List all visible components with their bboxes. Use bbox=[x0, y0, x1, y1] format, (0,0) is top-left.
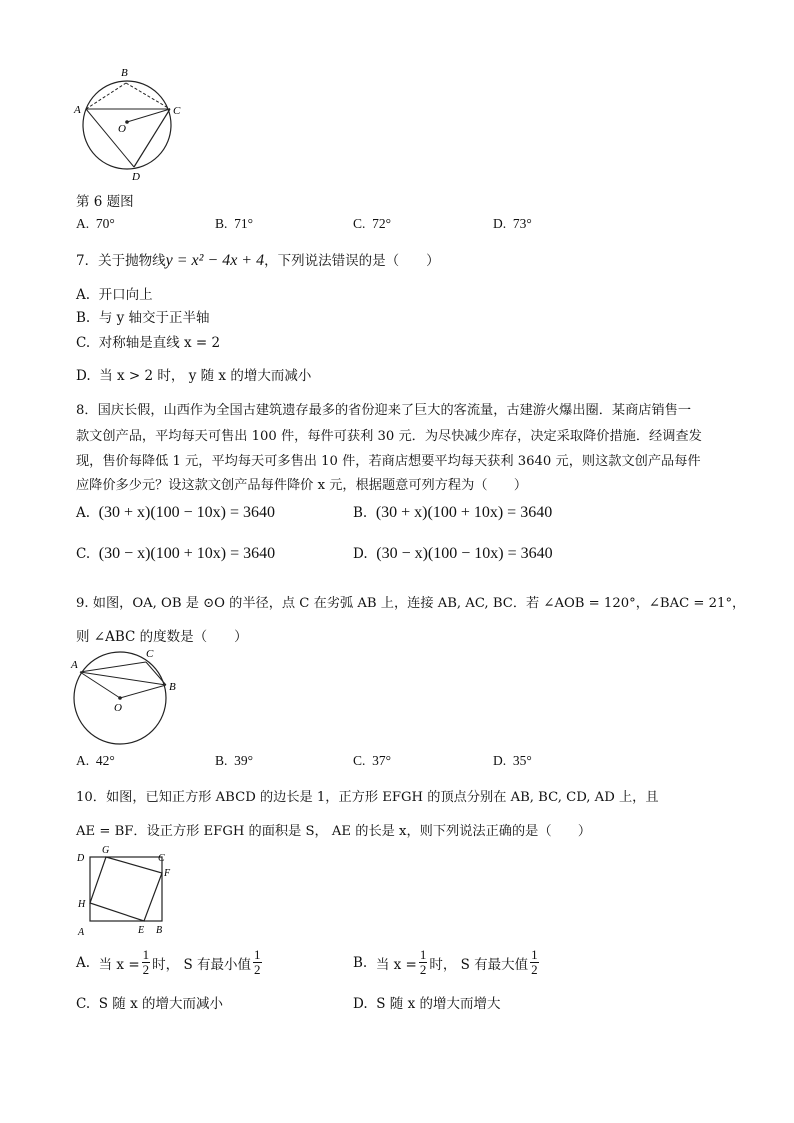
fraction bbox=[530, 948, 539, 977]
q6-option-b bbox=[215, 216, 253, 232]
fraction-numerator: 1 bbox=[142, 947, 150, 962]
option-label: D. bbox=[493, 753, 507, 768]
option-text: 71° bbox=[234, 216, 254, 231]
q6-option-d bbox=[493, 216, 532, 232]
q7-stem-text: 7．关于抛物线 bbox=[76, 253, 166, 269]
option-equation: (30 + x)(100 + 10x) = 3640 bbox=[375, 504, 553, 521]
q6-label-b: B bbox=[121, 67, 128, 79]
option-label: C. bbox=[353, 753, 366, 768]
q7-option-d bbox=[76, 364, 311, 384]
q10-line-2: AE = BF．设正方形 EFGH 的面积是 S， AE 的长是 x，则下列说法正确的是（ ） bbox=[76, 824, 592, 839]
q10-label-h: H bbox=[78, 899, 86, 910]
q9-option-b bbox=[215, 753, 253, 769]
option-label: D. bbox=[76, 368, 91, 384]
option-label: B. bbox=[215, 216, 228, 231]
option-equation: (30 + x)(100 − 10x) = 3640 bbox=[98, 504, 276, 521]
fraction-denominator: 2 bbox=[419, 962, 427, 977]
option-text: 37° bbox=[372, 753, 392, 768]
option-text: 73° bbox=[512, 216, 532, 231]
fraction-denominator: 2 bbox=[531, 962, 538, 977]
q8-line-2: 款文创产品，平均每天可售出 100 件，每件可获利 30 元．为尽快减少库存，决定采取降价措施．经调查发 bbox=[76, 429, 702, 444]
q10-label-b: B bbox=[156, 925, 163, 936]
q10-option-c bbox=[76, 992, 223, 1012]
option-text: 时， S 有最小值 bbox=[152, 956, 251, 973]
q6-option-a bbox=[76, 216, 115, 232]
q6-segment-cd bbox=[134, 109, 170, 167]
option-label: C. bbox=[76, 996, 91, 1012]
option-label: A. bbox=[76, 287, 91, 303]
q8-line-4: 应降价多少元？设这款文创产品每件降价 x 元，根据题意可列方程为（ ） bbox=[76, 478, 528, 493]
q6-caption: 第 6 题图 bbox=[76, 194, 134, 210]
q8-option-d bbox=[353, 545, 553, 563]
q10-square-abcd bbox=[90, 857, 162, 921]
option-text: 对称轴是直线 x = 2 bbox=[98, 335, 221, 351]
option-equation: (30 − x)(100 − 10x) = 3640 bbox=[376, 545, 553, 562]
option-label: C. bbox=[353, 216, 366, 231]
q9-center-dot bbox=[118, 696, 122, 700]
option-text: 当 x = bbox=[375, 956, 417, 973]
q10-label-d: D bbox=[77, 853, 85, 864]
option-text: 时， S 有最大值 bbox=[429, 956, 529, 973]
q6-label-a: A bbox=[74, 104, 81, 116]
option-text: 当 x = bbox=[98, 956, 140, 973]
q8-line-3: 现，售价每降低 1 元，平均每天可多售出 10 件，若商店想要平均每天获利 3640 元，则这款文创产品每件 bbox=[76, 454, 701, 469]
option-text: 39° bbox=[234, 753, 254, 768]
q10-label-f: F bbox=[164, 868, 171, 879]
fraction bbox=[419, 948, 428, 977]
option-text: 72° bbox=[372, 216, 392, 231]
q7-stem bbox=[76, 249, 440, 270]
option-label: B. bbox=[215, 753, 228, 768]
option-equation: (30 − x)(100 + 10x) = 3640 bbox=[98, 545, 276, 562]
q6-figure bbox=[66, 64, 196, 184]
q10-line-1: 10．如图，已知正方形 ABCD 的边长是 1，正方形 EFGH 的顶点分别在 AB, BC, CD, AD 上，且 bbox=[76, 790, 659, 805]
q7-option-b bbox=[76, 306, 210, 326]
q9-segment-ob bbox=[120, 685, 166, 698]
q8-option-a bbox=[76, 504, 275, 522]
option-label: B. bbox=[76, 310, 91, 326]
q10-label-c: C bbox=[158, 853, 165, 864]
option-text: S 随 x 的增大而减小 bbox=[98, 996, 223, 1012]
q10-label-e: E bbox=[138, 925, 145, 936]
option-label: B. bbox=[353, 954, 368, 971]
q6-option-c bbox=[353, 216, 391, 232]
q9-segment-cb bbox=[146, 662, 166, 685]
option-text: 当 x > 2 时， y 随 x 的增大而减小 bbox=[99, 368, 312, 384]
option-label: D. bbox=[493, 216, 507, 231]
q10-option-d bbox=[353, 992, 500, 1012]
q8-option-c bbox=[76, 545, 275, 563]
option-label: A. bbox=[76, 954, 91, 971]
q9-label-c: C bbox=[146, 648, 154, 660]
q10-square-efgh bbox=[90, 857, 162, 921]
fraction bbox=[253, 948, 262, 977]
option-text: 35° bbox=[512, 753, 532, 768]
option-text: 与 y 轴交于正半轴 bbox=[98, 310, 210, 326]
q10-label-g: G bbox=[102, 845, 110, 856]
fraction-numerator: 1 bbox=[531, 947, 538, 962]
q6-label-c: C bbox=[173, 105, 181, 117]
option-label: C. bbox=[76, 335, 91, 351]
option-text: 70° bbox=[95, 216, 115, 231]
q6-label-o: O bbox=[118, 123, 126, 135]
q9-option-d bbox=[493, 753, 532, 769]
q7-stem-tail: ，下列说法错误的是（ ） bbox=[264, 253, 440, 269]
q9-label-b: B bbox=[169, 681, 176, 693]
q9-segment-ab bbox=[80, 672, 166, 685]
q7-option-c bbox=[76, 331, 220, 351]
q8-line-1: 8．国庆长假，山西作为全国古建筑遗存最多的省份迎来了巨大的客流量，古建游火爆出圈．某商店销售一 bbox=[76, 403, 692, 418]
option-text: S 随 x 的增大而增大 bbox=[376, 996, 501, 1012]
fraction bbox=[142, 948, 151, 977]
option-text: 开口向上 bbox=[98, 287, 153, 303]
q7-option-a bbox=[76, 283, 153, 303]
q9-option-a bbox=[76, 753, 115, 769]
option-label: D. bbox=[353, 996, 368, 1012]
q7-equation: y = x² − 4x + 4 bbox=[165, 252, 265, 269]
option-label: A. bbox=[76, 505, 91, 521]
q9-option-c bbox=[353, 753, 391, 769]
option-label: C. bbox=[76, 546, 91, 562]
option-label: B. bbox=[353, 505, 368, 521]
q8-option-b bbox=[353, 504, 552, 522]
fraction-denominator: 2 bbox=[254, 962, 261, 977]
q9-figure bbox=[66, 648, 196, 768]
q10-figure bbox=[72, 843, 182, 938]
q6-segment-ad bbox=[86, 109, 134, 167]
q10-option-a bbox=[76, 948, 264, 977]
q10-option-b bbox=[353, 948, 541, 977]
fraction-numerator: 1 bbox=[419, 947, 427, 962]
q9-label-a: A bbox=[71, 659, 78, 671]
q9-label-o: O bbox=[114, 702, 122, 714]
q6-label-d: D bbox=[132, 171, 140, 183]
q10-label-a: A bbox=[78, 927, 85, 938]
q9-line-2: 则 ∠ABC 的度数是（ ） bbox=[76, 629, 248, 645]
option-text: 42° bbox=[95, 753, 115, 768]
option-label: D. bbox=[353, 546, 368, 562]
q6-circle bbox=[83, 81, 171, 169]
q9-segment-oa bbox=[80, 672, 120, 698]
q9-line-1: 9. 如图，OA, OB 是 ⊙O 的半径，点 C 在劣弧 AB 上，连接 AB, AC, BC．若 ∠AOB = 120°，∠BAC = 21°， bbox=[76, 596, 746, 611]
option-label: A. bbox=[76, 216, 90, 231]
fraction-numerator: 1 bbox=[254, 947, 261, 962]
fraction-denominator: 2 bbox=[142, 962, 150, 977]
option-label: A. bbox=[76, 753, 90, 768]
